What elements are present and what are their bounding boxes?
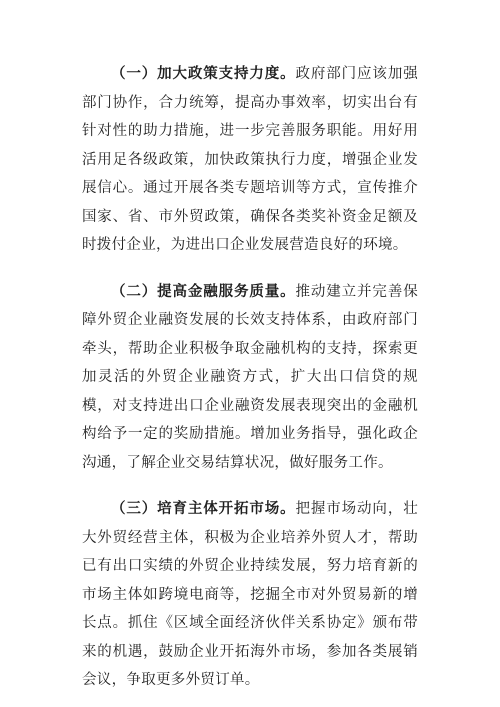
- paragraph-body: 把握市场动向，壮大外贸经营主体，积极为企业培养外贸人才，帮助已有出口实绩的外贸企业持续发展，努力培育新的市场主体如跨境电商等，挖掘全市对外贸易新的增长点。抓住《区域全面经济伙伴关系协定》颁布带来的机遇，鼓励企业开拓海外市场，参加各类展销会议，争取更多外贸订单。: [82, 501, 418, 688]
- paragraph-heading: （三）培育主体开拓市场。: [111, 501, 296, 517]
- paragraph-policy-support: [82, 60, 418, 260]
- paragraph-financial-service: [82, 278, 418, 478]
- paragraph-heading: （一）加大政策支持力度。: [111, 66, 296, 82]
- paragraph-body: 政府部门应该加强部门协作，合力统筹，提高办事效率，切实出台有针对性的助力措施，进一步完善服务职能。用好用活用足各级政策，加快政策执行力度，增强企业发展信心。通过开展各类专题培训等方式，宣传推介国家、省、市外贸政策，确保各类奖补资金足额及时拨付企业，为进出口企业发展营造良好的环境。: [82, 66, 418, 253]
- paragraph-heading: （二）提高金融服务质量。: [111, 283, 296, 300]
- paragraph-market-development: [82, 495, 418, 695]
- paragraph-body: 推动建立并完善保障外贸企业融资发展的长效支持体系，由政府部门牵头，帮助企业积极争取金融机构的支持，探索更加灵活的外贸企业融资方式，扩大出口信贷的规模，对支持进出口企业融资发展表现突出的金融机构给予一定的奖励措施。增加业务指导，强化政企沟通，了解企业交易结算状况，做好服务工作。: [82, 283, 418, 471]
